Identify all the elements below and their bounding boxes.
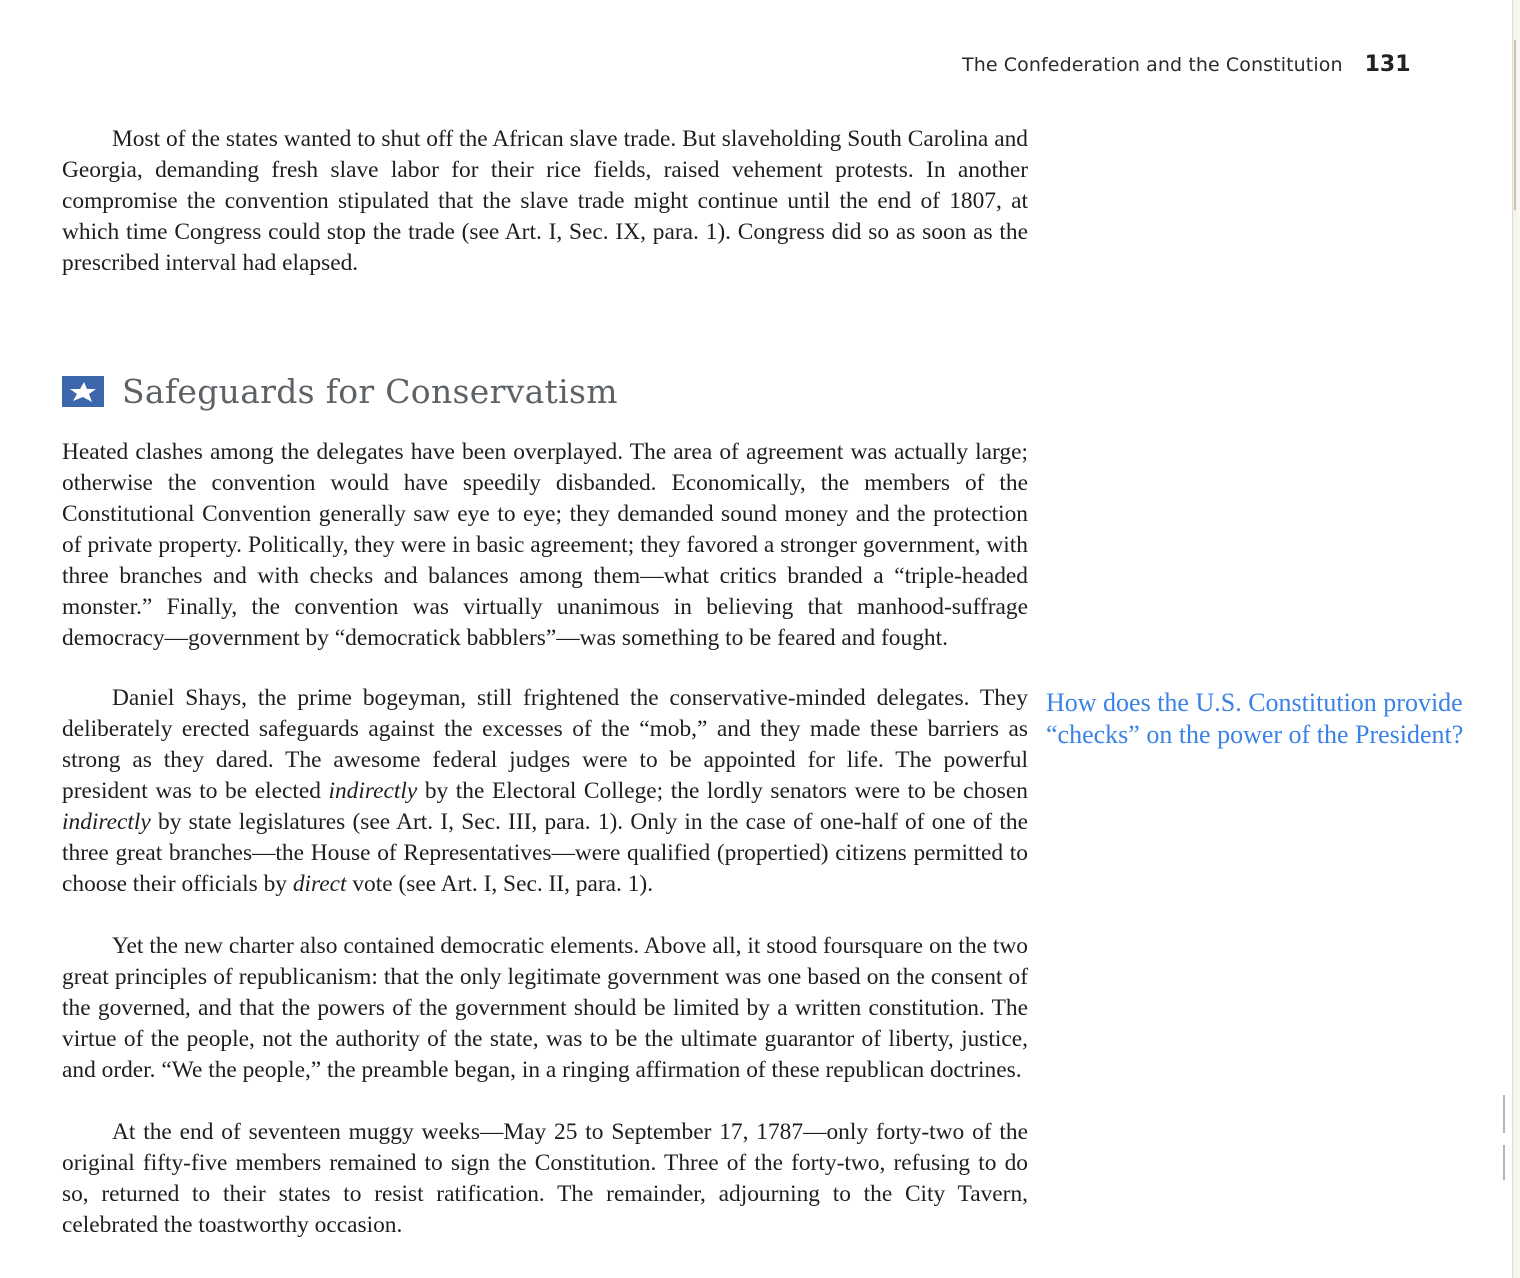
text-run: by the Electoral College; the lordly senators were to be chosen bbox=[417, 778, 1028, 804]
body-paragraph: Heated clashes among the delegates have been overplayed. The area of agreement was actually large; otherwise the convention would have speedily disbanded. Economically, the members of the Constitutional Convention generally saw eye to eye; they demanded sound money and the protection of private property. Politically, they were in basic agreement; they favored a stronger government, with three branches and with checks and balances among them—what critics branded a “triple-headed monster.” Finally, the convention was virtually unanimous in believing that manhood-suffrage democracy—government by “democratick babblers”—was something to be feared and fought. bbox=[62, 439, 1028, 651]
annotation-line: “checks” on the power of the President? bbox=[1046, 720, 1464, 749]
emphasis: direct bbox=[292, 871, 347, 897]
intro-paragraph: Most of the states wanted to shut off the African slave trade. But slaveholding South Carolina and Georgia, demanding fresh slave labor for their rice fields, raised vehement protests. In another compromise the convention stipulated that the slave trade might continue until the end of 1807, at which time Congress could stop the trade (see Art. I, Sec. IX, para. 1). Congress did so as soon as the prescribed interval had elapsed. bbox=[62, 126, 1028, 276]
text-run: vote (see Art. I, Sec. II, para. 1). bbox=[346, 871, 654, 897]
section-heading bbox=[62, 372, 618, 411]
emphasis: indirectly bbox=[62, 809, 151, 835]
page-number: 131 bbox=[1364, 52, 1411, 77]
section-title: Safeguards for Conservatism bbox=[122, 372, 618, 411]
running-head bbox=[962, 52, 1411, 77]
text-run: Daniel Shays, the prime bogeyman, still frightened the conservative-minded delegates. They deliberately erected safeguards against the excesses of the “mob,” and they made these barriers as strong as they dared. The awesome federal judges were to be appointed for life. The powerful president was to be elected bbox=[62, 685, 1028, 804]
star-icon bbox=[62, 376, 104, 407]
body-paragraph: At the end of seventeen muggy weeks—May 25 to September 17, 1787—only forty-two of the original fifty-five members remained to sign the Constitution. Three of the forty-two, refusing to do so, returned to their states to resist ratification. The remainder, adjourning to the City Tavern, celebrated the toastworthy occasion. bbox=[62, 1119, 1028, 1238]
page-edge-mark bbox=[1503, 1095, 1505, 1133]
body-paragraph bbox=[62, 683, 1028, 900]
page-edge-mark bbox=[1514, 40, 1516, 210]
margin-annotation bbox=[1046, 687, 1516, 751]
emphasis: indirectly bbox=[328, 778, 418, 804]
text-run: by state legislatures (see Art. I, Sec. III, para. 1). Only in the case of one-half of one of the three great branches—the House of Representatives—were qualified (propertied) citizens permitted to choose their officials by bbox=[62, 809, 1028, 897]
annotation-line: How does the U.S. Constitution provide bbox=[1046, 688, 1463, 717]
running-title: The Confederation and the Constitution bbox=[962, 54, 1343, 76]
page-edge-mark bbox=[1503, 1145, 1505, 1180]
body-paragraph: Yet the new charter also contained democratic elements. Above all, it stood foursquare on the two great principles of republicanism: that the only legitimate government was one based on the consent of the governed, and that the powers of the government should be limited by a written constitution. The virtue of the people, not the authority of the state, was to be the ultimate guarantor of liberty, justice, and order. “We the people,” the preamble began, in a ringing affirmation of these republican doctrines. bbox=[62, 933, 1028, 1083]
